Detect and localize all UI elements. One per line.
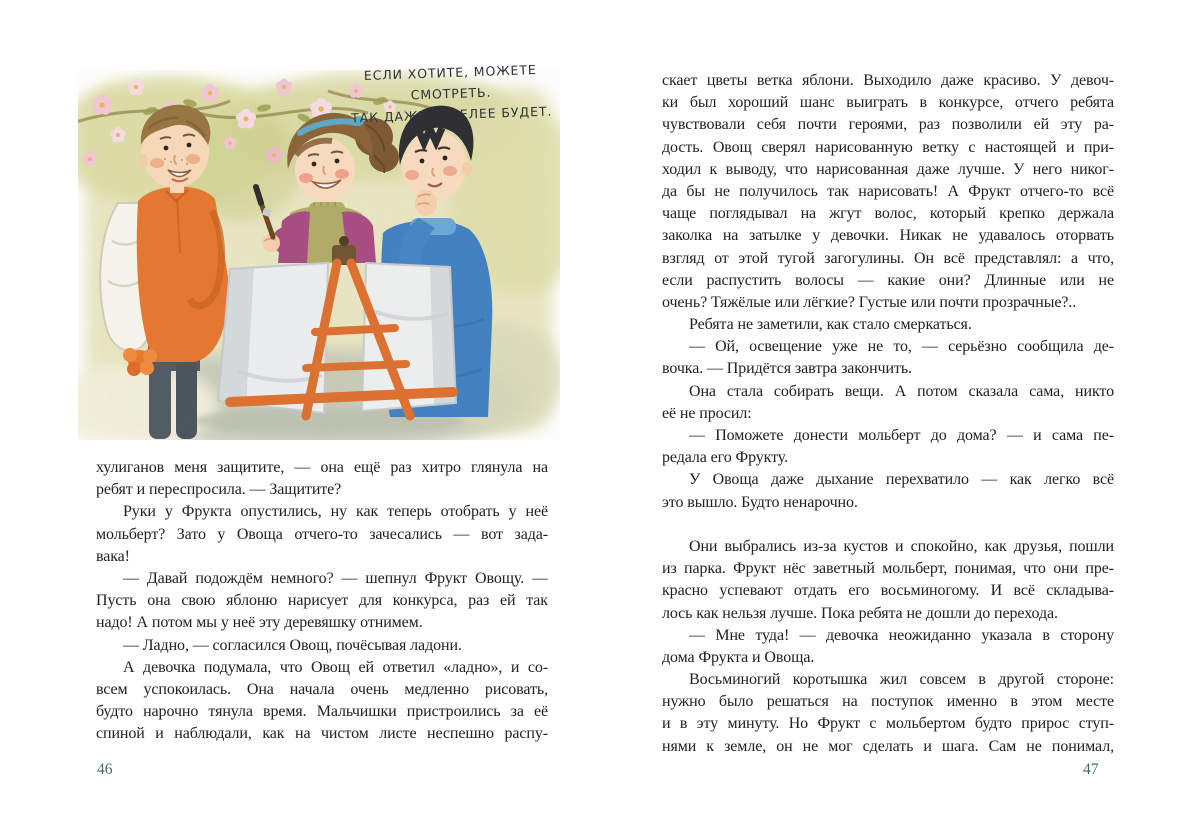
text-line: скает цветы ветка яблони. Выходило даже красиво. У девоч- [662, 72, 1114, 89]
text-line: хулиганов меня защитите, — она ещё раз хитро глянула на [96, 459, 548, 476]
page-number-right: 47 [1083, 761, 1099, 778]
text-line: из парка. Фрукт нёс заветный мольберт, понимая, что они пре- [662, 560, 1114, 578]
text-line: заколка на затылке у девочки. Никак не удавалось оторвать [662, 227, 1114, 245]
text-line: — Мне туда! — девочка неожиданно указала в сторону [689, 626, 1114, 644]
paper-grain [78, 71, 560, 439]
text-line: А девочка подумала, что Овощ ей ответил «ладно», и со- [123, 658, 548, 676]
illustration-caption-line2: ТАК ДАЖЕ ВЕСЕЛЕЕ БУДЕТ. [350, 103, 553, 126]
text-line: да бы не получилось так нарисовать! А Фрукт отчего-то всё [662, 182, 1114, 200]
text-line: нужно было решаться на поступок именно в этом месте [662, 693, 1114, 711]
text-line: ки был хороший шанс выиграть в конкурсе, отчего ребята [662, 94, 1114, 112]
text-line: вочка. — Придётся завтра закончить. [662, 360, 912, 378]
left-page-text [96, 457, 548, 745]
text-line: ребят и переспросила. — Защитите? [96, 481, 342, 499]
text-line: Ребята не заметили, как стало смеркаться. [689, 316, 972, 334]
text-line: нями к земле, он не мог сделать и шага. Сам не понимал, [662, 737, 1114, 755]
text-line: это вышло. Будто ненарочно. [662, 493, 858, 511]
text-line: чаще поглядывал на жгут волос, который крепко держала [662, 205, 1114, 223]
text-line: лось как нельзя лучше. Пока ребята не дошли до перехода. [662, 604, 1058, 622]
text-line: её не просил: [662, 404, 752, 422]
text-line: — Поможете донести мольберт до дома? — и сама пе- [689, 427, 1114, 444]
text-line: если распустить волосы — какие они? Длинные или не [662, 271, 1114, 289]
text-line: ходил к выводу, что нарисованная даже лучше. У него никог- [662, 160, 1114, 178]
text-line: чувствовали себя почти героями, раз позволили ей эту ра- [662, 116, 1114, 134]
text-line: Они выбрались из-за кустов и спокойно, как друзья, пошли [689, 537, 1114, 555]
text-line: взгляд от этой тугой загогулины. Он всё представлял: а что, [662, 249, 1114, 267]
text-line: красно успевают отдать его восьминогому. И всё складыва- [662, 582, 1114, 600]
text-line: — Ой, освещение уже не то, — серьёзно сообщила де- [689, 338, 1114, 356]
text-line: — Давай подождём немного? — шепнул Фрукт Овощу. — [123, 569, 548, 587]
text-line: Пусть она свою яблоню нарисует для конкурса, раз ей так [96, 592, 548, 610]
text-line: Руки у Фрукта опустились, ну как теперь отобрать у неё [123, 503, 548, 521]
page-number-left: 46 [97, 761, 113, 778]
book-illustration [78, 70, 560, 440]
text-line: будто нарочно тянула время. Мальчишки пристроились за её [96, 703, 548, 721]
text-line: надо! А потом мы у неё эту деревяшку отнимем. [96, 614, 423, 632]
text-line: дома Фрукта и Овоща. [662, 648, 815, 666]
text-line: мольберт? Зато у Овоща отчего-то зачесались — вот зада- [96, 525, 548, 543]
text-line: У Овоща даже дыхание перехватило — как легко всё [689, 471, 1114, 489]
text-line: спиной и наблюдали, как на чистом листе неспешно распу- [96, 725, 548, 743]
right-page-text [662, 70, 1114, 758]
text-line: — Ладно, — согласился Овощ, почёсывая ладони. [123, 636, 462, 654]
text-line: дость. Овощ сверял нарисованную ветку с настоящей и при- [662, 138, 1114, 156]
text-line: редала его Фрукту. [662, 449, 788, 467]
illustration-caption-line1: ЕСЛИ ХОТИТЕ, МОЖЕТЕ СМОТРЕТЬ. [363, 62, 537, 103]
text-line: и в эту минуту. Но Фрукт с мольбертом будто прирос ступ- [662, 715, 1114, 733]
illustration-caption [325, 58, 577, 130]
text-line: Она стала собирать вещи. А потом сказала сама, никто [689, 382, 1114, 400]
text-line: очень? Тяжёлые или лёгкие? Густые или почти прозрачные?.. [662, 293, 1077, 311]
illustration-svg [78, 70, 560, 440]
text-line: вака! [96, 547, 130, 565]
text-line: Восьминогий коротышка жил совсем в другой стороне: [689, 671, 1114, 689]
text-line: всем успокоилась. Она начала очень медленно рисовать, [96, 680, 548, 698]
